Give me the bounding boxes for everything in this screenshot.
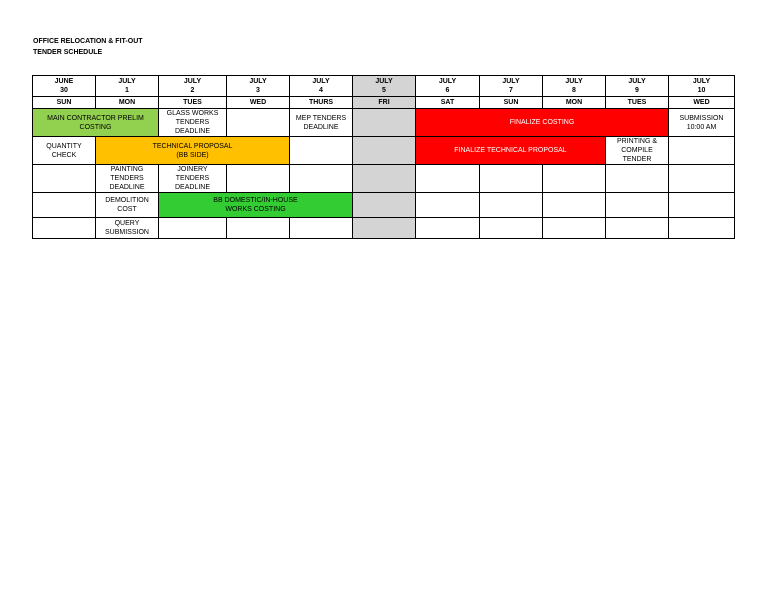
header-cell: JULY 10	[669, 76, 735, 97]
friday-cell	[353, 109, 416, 137]
friday-cell	[353, 137, 416, 165]
friday-cell	[353, 165, 416, 193]
task-painting-tenders-deadline: PAINTING TENDERS DEADLINE	[96, 165, 159, 193]
empty-cell	[290, 137, 353, 165]
empty-cell	[159, 218, 227, 239]
empty-cell	[33, 218, 96, 239]
task-mep-tenders-deadline: MEP TENDERS DEADLINE	[290, 109, 353, 137]
empty-cell	[669, 218, 735, 239]
empty-cell	[480, 218, 543, 239]
empty-cell	[227, 218, 290, 239]
schedule-row	[33, 137, 735, 165]
day-cell: TUES	[606, 97, 669, 109]
header-cell: JULY 1	[96, 76, 159, 97]
task-finalize-costing: FINALIZE COSTING	[416, 109, 669, 137]
tender-schedule-table	[32, 75, 735, 239]
header-cell: JULY 3	[227, 76, 290, 97]
day-cell: TUES	[159, 97, 227, 109]
empty-cell	[669, 165, 735, 193]
empty-cell	[606, 218, 669, 239]
header-cell-friday: JULY 5	[353, 76, 416, 97]
empty-cell	[227, 109, 290, 137]
technical-proposal-line-1: TECHNICAL PROPOSAL	[152, 142, 233, 150]
header-date-row	[33, 76, 735, 97]
empty-cell	[480, 193, 543, 218]
empty-cell	[669, 193, 735, 218]
empty-cell	[669, 137, 735, 165]
task-demolition-cost: DEMOLITION COST	[96, 193, 159, 218]
header-cell: JULY 2	[159, 76, 227, 97]
empty-cell	[543, 218, 606, 239]
day-cell: SAT	[416, 97, 480, 109]
day-cell: WED	[227, 97, 290, 109]
task-glass-works-deadline: GLASS WORKS TENDERS DEADLINE	[159, 109, 227, 137]
technical-proposal-line-2: (BB SIDE)	[176, 151, 209, 159]
day-cell: MON	[96, 97, 159, 109]
header-cell: JULY 9	[606, 76, 669, 97]
task-query-submission: QUERY SUBMISSION	[96, 218, 159, 239]
day-cell-friday: FRI	[353, 97, 416, 109]
schedule-row	[33, 109, 735, 137]
task-finalize-technical-proposal: FINALIZE TECHNICAL PROPOSAL	[416, 137, 606, 165]
bb-domestic-line-2: WORKS COSTING	[225, 206, 286, 213]
empty-cell	[543, 193, 606, 218]
title-line-1: OFFICE RELOCATION & FIT-OUT	[33, 38, 143, 45]
header-cell: JULY 6	[416, 76, 480, 97]
day-cell: WED	[669, 97, 735, 109]
schedule-row	[33, 193, 735, 218]
empty-cell	[290, 165, 353, 193]
day-cell: THURS	[290, 97, 353, 109]
schedule-row	[33, 218, 735, 239]
empty-cell	[227, 165, 290, 193]
bb-domestic-line-1: BB DOMESTIC/IN-HOUSE	[213, 197, 298, 204]
task-technical-proposal	[96, 137, 290, 165]
header-cell: JUNE 30	[33, 76, 96, 97]
empty-cell	[416, 193, 480, 218]
empty-cell	[416, 218, 480, 239]
empty-cell	[33, 165, 96, 193]
title-line-2: TENDER SCHEDULE	[33, 49, 103, 56]
empty-cell	[480, 165, 543, 193]
empty-cell	[606, 165, 669, 193]
empty-cell	[543, 165, 606, 193]
header-cell: JULY 7	[480, 76, 543, 97]
day-cell: SUN	[480, 97, 543, 109]
task-submission: SUBMISSION 10:00 AM	[669, 109, 735, 137]
empty-cell	[290, 218, 353, 239]
empty-cell	[416, 165, 480, 193]
schedule-row	[33, 165, 735, 193]
day-cell: SUN	[33, 97, 96, 109]
header-cell: JULY 4	[290, 76, 353, 97]
day-cell: MON	[543, 97, 606, 109]
task-main-contractor-prelim-costing: MAIN CONTRACTOR PRELIM COSTING	[33, 109, 159, 137]
header-cell: JULY 8	[543, 76, 606, 97]
task-quantity-check: QUANTITY CHECK	[33, 137, 96, 165]
friday-cell	[353, 218, 416, 239]
empty-cell	[33, 193, 96, 218]
header-day-row	[33, 97, 735, 109]
document-title	[33, 36, 143, 58]
empty-cell	[606, 193, 669, 218]
task-joinery-tenders-deadline: JOINERY TENDERS DEADLINE	[159, 165, 227, 193]
task-printing-compile-tender: PRINTING & COMPILE TENDER	[606, 137, 669, 165]
task-bb-domestic-works-costing	[159, 193, 353, 218]
friday-cell	[353, 193, 416, 218]
